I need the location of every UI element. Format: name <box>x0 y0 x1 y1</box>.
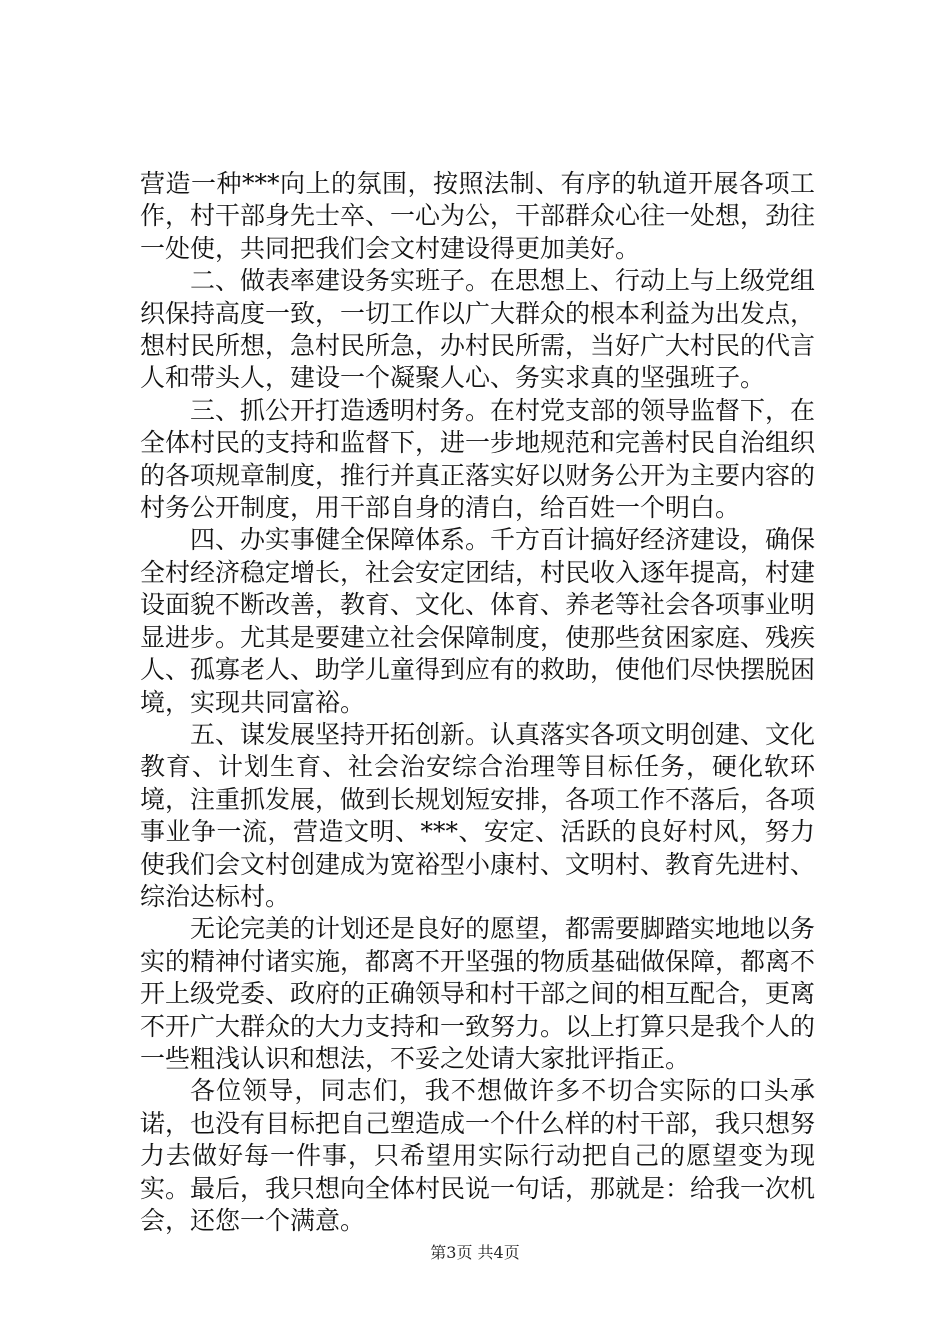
paragraph-item-3: 三、抓公开打造透明村务。在村党支部的领导监督下，在全体村民的支持和监督下，进一步地规范和完善村民自治组织的各项规章制度，推行并真正落实好以财务公开为主要内容的村务公开制度，用干部自身的清白，给百姓一个明白。 <box>140 395 816 523</box>
document-body <box>140 168 815 1237</box>
paragraph-continuation: 营造一种***向上的氛围，按照法制、有序的轨道开展各项工作，村干部身先士卒、一心为公，干部群众心往一处想，劲往一处使，共同把我们会文村建设得更加美好。 <box>140 169 816 263</box>
page-number-footer: 第3页 共4页 <box>430 1243 520 1262</box>
paragraph-closing: 各位领导，同志们，我不想做许多不切合实际的口头承诺，也没有目标把自己塑造成一个什么样的村干部，我只想努力去做好每一件事，只希望用实际行动把自己的愿望变为现实。最后，我只想向全体村民说一句话，那就是：给我一次机会，还您一个满意。 <box>140 1076 816 1235</box>
paragraph-summary: 无论完美的计划还是良好的愿望，都需要脚踏实地地以务实的精神付诸实施，都离不开坚强的物质基础做保障，都离不开上级党委、政府的正确领导和村干部之间的相互配合，更离不开广大群众的大力支持和一致努力。以上打算只是我个人的一些粗浅认识和想法，不妥之处请大家批评指正。 <box>140 914 816 1073</box>
paragraph-item-2: 二、做表率建设务实班子。在思想上、行动上与上级党组织保持高度一致，一切工作以广大群众的根本利益为出发点，想村民所想，急村民所急，办村民所需，当好广大村民的代言人和带头人，建设一个凝聚人心、务实求真的坚强班子。 <box>140 266 816 393</box>
paragraph-item-5: 五、谋发展坚持开拓创新。认真落实各项文明创建、文化教育、计划生育、社会治安综合治理等目标任务，硬化软环境，注重抓发展，做到长规划短安排，各项工作不落后，各项事业争一流，营造文明、***、安定、活跃的良好村风，努力使我们会文村创建成为宽裕型小康村、文明村、教育先进村、综治达标村。 <box>140 719 816 911</box>
paragraph-item-4: 四、办实事健全保障体系。千方百计搞好经济建设，确保全村经济稳定增长，社会安定团结，村民收入逐年提高，村建设面貌不断改善，教育、文化、体育、养老等社会各项事业明显进步。尤其是要建立社会保障制度，使那些贫困家庭、残疾人、孤寡老人、助学儿童得到应有的救助，使他们尽快摆脱困境，实现共同富裕。 <box>140 525 816 717</box>
